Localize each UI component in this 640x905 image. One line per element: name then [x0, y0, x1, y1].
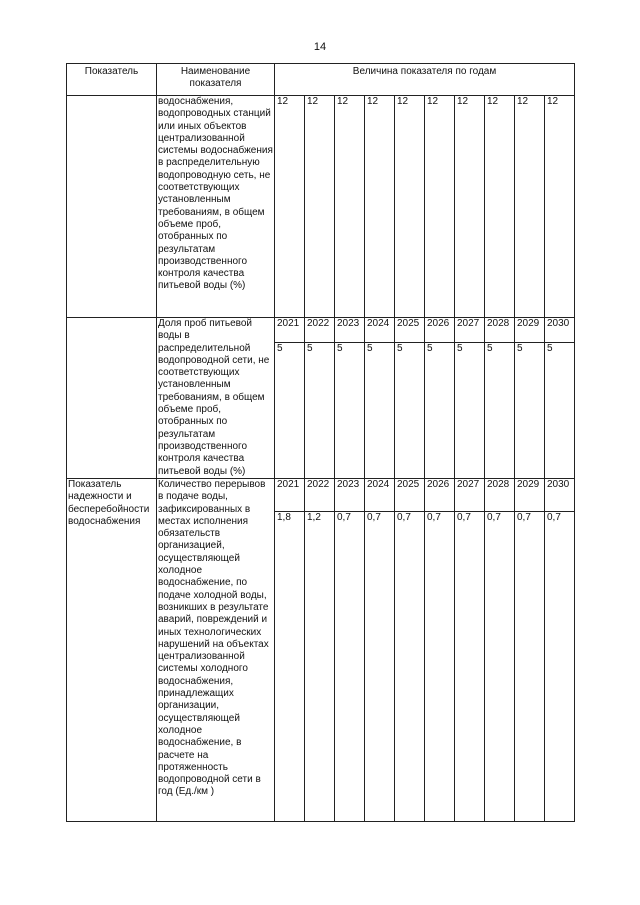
year-cell: 2026 — [425, 479, 455, 512]
indicator-cell — [67, 318, 157, 479]
value-cell: 0,7 — [335, 512, 365, 822]
value-cell: 12 — [485, 96, 515, 318]
value-cell: 5 — [275, 343, 305, 479]
indicator-name-cell: Доля проб питьевой воды в распределительной водопроводной сети, не соответствующих установленным требованиям, в общем объеме проб, отобранных по результатам производственного контроля качества питьевой воды (%) — [157, 318, 275, 479]
value-cell: 5 — [545, 343, 575, 479]
year-cell: 2023 — [335, 479, 365, 512]
year-cell: 2021 — [275, 318, 305, 343]
year-cell: 2029 — [515, 318, 545, 343]
value-cell: 0,7 — [455, 512, 485, 822]
value-cell: 0,7 — [485, 512, 515, 822]
year-cell: 2023 — [335, 318, 365, 343]
year-cell: 2028 — [485, 479, 515, 512]
year-cell: 2025 — [395, 318, 425, 343]
value-cell: 1,8 — [275, 512, 305, 822]
value-cell: 0,7 — [365, 512, 395, 822]
value-cell: 12 — [275, 96, 305, 318]
year-row — [67, 318, 575, 343]
indicator-cell — [67, 96, 157, 318]
value-cell: 5 — [335, 343, 365, 479]
year-cell: 2022 — [305, 479, 335, 512]
year-cell: 2026 — [425, 318, 455, 343]
value-cell: 0,7 — [545, 512, 575, 822]
indicator-name-cell: водоснабжения, водопроводных станций или иных объектов централизованной системы водоснабжения в распределительную водопроводную сеть, не соответствующих установленным требованиям, в общем объеме проб, отобранных по результатам производственного контроля качества питьевой воды (%) — [157, 96, 275, 318]
value-cell: 5 — [485, 343, 515, 479]
year-row — [67, 479, 575, 512]
value-cell: 5 — [395, 343, 425, 479]
value-cell: 12 — [545, 96, 575, 318]
value-cell: 5 — [455, 343, 485, 479]
value-cell: 12 — [335, 96, 365, 318]
value-cell: 5 — [365, 343, 395, 479]
year-cell: 2024 — [365, 479, 395, 512]
value-cell: 0,7 — [425, 512, 455, 822]
value-cell: 12 — [365, 96, 395, 318]
value-cell: 12 — [455, 96, 485, 318]
table-row — [67, 96, 575, 318]
indicator-table — [66, 63, 575, 822]
year-cell: 2027 — [455, 479, 485, 512]
year-cell: 2024 — [365, 318, 395, 343]
value-cell: 1,2 — [305, 512, 335, 822]
year-cell: 2021 — [275, 479, 305, 512]
indicator-cell: Показатель надежности и бесперебойности водоснабжения — [67, 479, 157, 822]
header-indicator: Показатель — [67, 64, 157, 96]
value-cell: 0,7 — [515, 512, 545, 822]
year-cell: 2022 — [305, 318, 335, 343]
value-cell: 0,7 — [395, 512, 425, 822]
page-number: 14 — [313, 41, 327, 53]
header-name: Наименование показателя — [157, 64, 275, 96]
header-row — [67, 64, 575, 96]
value-cell: 12 — [395, 96, 425, 318]
year-cell: 2027 — [455, 318, 485, 343]
value-cell: 5 — [425, 343, 455, 479]
indicator-name-cell: Количество перерывов в подаче воды, зафиксированных в местах исполнения обязательств организацией, осуществляющей холодное водоснабжение, по подаче холодной воды, возникших в результате аварий, повреждений и иных технологических нарушений на объектах централизованной системы холодного водоснабжения, принадлежащих организации, осуществляющей холодное водоснабжение, в расчете на протяженность водопроводной сети в год (Ед./км ) — [157, 479, 275, 822]
value-cell: 12 — [305, 96, 335, 318]
value-cell: 5 — [305, 343, 335, 479]
value-cell: 12 — [425, 96, 455, 318]
year-cell: 2025 — [395, 479, 425, 512]
year-cell: 2030 — [545, 479, 575, 512]
value-cell: 5 — [515, 343, 545, 479]
header-value-by-years: Величина показателя по годам — [275, 64, 575, 96]
value-cell: 12 — [515, 96, 545, 318]
year-cell: 2028 — [485, 318, 515, 343]
year-cell: 2029 — [515, 479, 545, 512]
year-cell: 2030 — [545, 318, 575, 343]
